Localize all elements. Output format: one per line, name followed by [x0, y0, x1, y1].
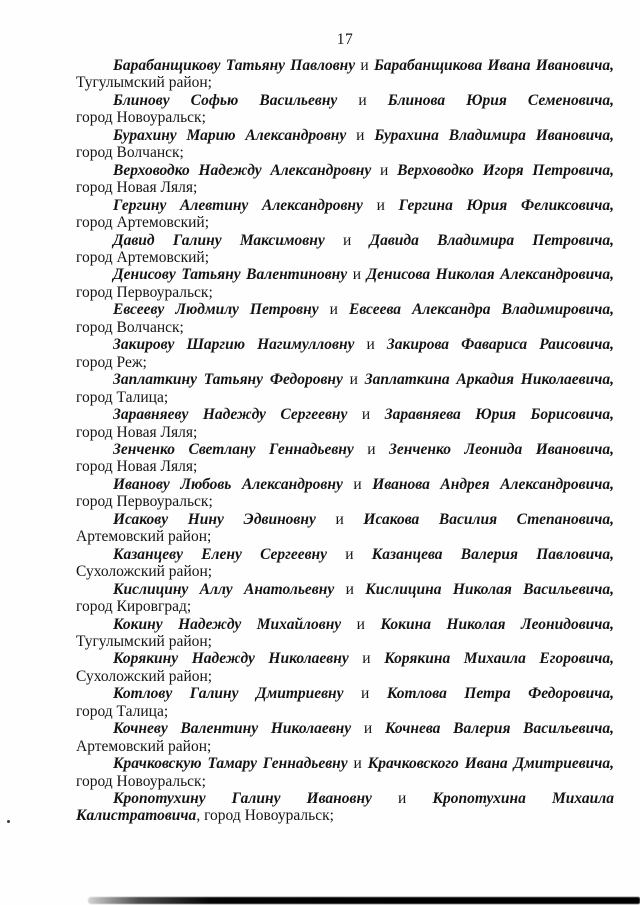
entry-location-line: город Реж; — [76, 353, 147, 371]
entry-location-line: город Волчанск; — [76, 318, 184, 336]
entry-location-line: город Новоуральск; — [76, 772, 206, 790]
entry-names-line: Давид Галину Максимовну и Давида Владимира Петровича, — [113, 231, 615, 249]
list-entry — [76, 511, 614, 546]
list-entry — [76, 266, 614, 301]
entry-location-line: Тугулымский район; — [76, 74, 212, 92]
list-entry — [76, 581, 614, 616]
entry-names-line: Заплаткину Татьяну Федоровну и Заплаткина Аркадия Николаевича, — [113, 371, 614, 389]
list-entry — [76, 406, 614, 441]
entry-names-line: Верховодко Надежду Александровну и Верховодко Игоря Петровича, — [113, 161, 614, 179]
list-entry — [76, 650, 614, 685]
entry-location-line: город Артемовский; — [76, 214, 210, 232]
entry-location-line: Сухоложский район; — [76, 563, 213, 581]
list-entry — [76, 232, 614, 267]
list-entry — [76, 616, 614, 651]
entry-names-line: Кокину Надежду Михайловну и Кокина Николая Леонидовича, — [113, 615, 615, 633]
entry-location-line: Калистратовича, город Новоуральск; — [76, 807, 334, 825]
list-entry — [76, 755, 614, 790]
entry-location-line: город Волчанск; — [76, 144, 184, 162]
entries-list — [76, 57, 614, 825]
entry-location-line: Артемовский район; — [76, 737, 212, 755]
list-entry — [76, 127, 614, 162]
entry-names-line: Евсееву Людмилу Петровну и Евсеева Александра Владимировича, — [113, 301, 614, 319]
list-entry — [76, 441, 614, 476]
list-entry — [76, 790, 614, 825]
list-entry — [76, 720, 614, 755]
entry-names-line: Барабанщикову Татьяну Павловну и Барабанщикова Ивана Ивановича, — [113, 57, 615, 74]
entry-location-line: город Талица; — [76, 388, 169, 406]
entry-names-line: Казанцеву Елену Сергеевну и Казанцева Валерия Павловича, — [113, 545, 614, 563]
entry-names-line: Котлову Галину Дмитриевну и Котлова Петра Федоровича, — [113, 685, 614, 703]
page-number: 17 — [336, 31, 354, 48]
scan-edge-artifact — [88, 897, 640, 904]
entry-names-line: Кислицину Аллу Анатольевну и Кислицина Николая Васильевича, — [113, 580, 614, 598]
entry-names-line: Корякину Надежду Николаевну и Корякина Михаила Егоровича, — [113, 650, 615, 668]
list-entry — [76, 371, 614, 406]
entry-location-line: город Новая Ляля; — [76, 458, 198, 476]
entry-location-line: город Новоуральск; — [76, 109, 206, 127]
entry-names-line: Кочневу Валентину Николаевну и Кочнева Валерия Васильевича, — [113, 720, 614, 738]
entry-names-line: Заравняеву Надежду Сергеевну и Заравняева Юрия Борисовича, — [113, 406, 615, 424]
entry-location-line: Сухоложский район; — [76, 667, 213, 685]
entry-names-line: Исакову Нину Эдвиновну и Исакова Василия Степановича, — [113, 510, 615, 528]
entry-location-line: город Кировград; — [76, 598, 192, 616]
entry-location-line: город Талица; — [76, 702, 169, 720]
entry-names-line: Бурахину Марию Александровну и Бурахина Владимира Ивановича, — [113, 126, 614, 144]
list-entry — [76, 336, 614, 371]
list-entry — [76, 301, 614, 336]
entry-location-line: Тугулымский район; — [76, 632, 212, 650]
entry-names-line: Блинову Софью Васильевну и Блинова Юрия Семеновича, — [113, 91, 615, 109]
entry-names-line: Закирову Шаргию Нагимулловну и Закирова Фавариса Раисовича, — [113, 336, 615, 354]
list-entry — [76, 92, 614, 127]
list-entry — [76, 197, 614, 232]
entry-location-line: город Первоуральск; — [76, 283, 213, 301]
list-entry — [76, 546, 614, 581]
list-entry — [76, 476, 614, 511]
entry-names-line: Крачковскую Тамару Геннадьевну и Крачковского Ивана Дмитриевича, — [113, 755, 615, 773]
scan-artifact-dot — [7, 820, 10, 823]
entry-names-line: Зенченко Светлану Геннадьевну и Зенченко Леонида Ивановича, — [113, 440, 614, 458]
entry-names-line: Кропотухину Галину Ивановну и Кропотухина Михаила — [113, 790, 615, 808]
list-entry — [76, 162, 614, 197]
entry-location-line: город Первоуральск; — [76, 493, 213, 511]
entry-location-line: город Новая Ляля; — [76, 179, 198, 197]
entry-location-line: город Артемовский; — [76, 248, 210, 266]
entry-names-line: Денисову Татьяну Валентиновну и Денисова Николая Александровича, — [113, 266, 614, 284]
entry-names-line: Иванову Любовь Александровну и Иванова Андрея Александровича, — [113, 475, 614, 493]
entry-names-line: Гергину Алевтину Александровну и Гергина Юрия Феликсовича, — [113, 196, 615, 214]
entry-location-line: город Новая Ляля; — [76, 423, 198, 441]
entry-location-line: Артемовский район; — [76, 528, 212, 546]
list-entry — [76, 685, 614, 720]
list-entry — [76, 57, 614, 92]
